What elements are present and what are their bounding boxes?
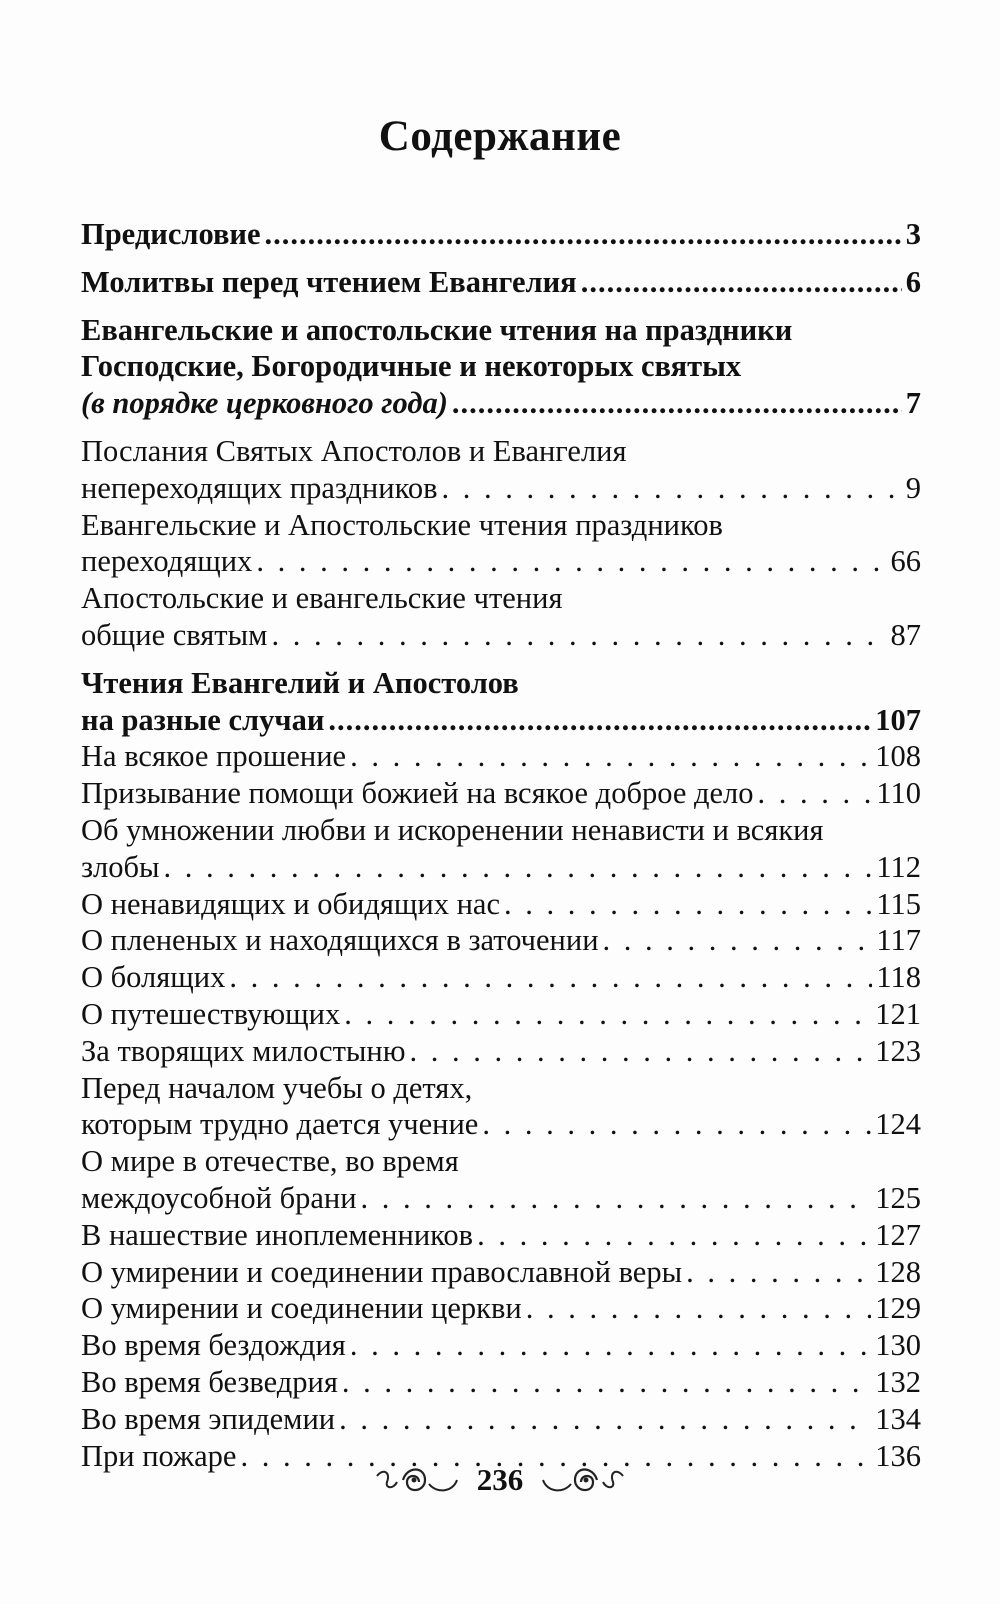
toc-page-number: 115	[876, 886, 921, 921]
toc-entry	[81, 1290, 921, 1327]
dot-leader	[504, 886, 872, 923]
toc-line	[81, 433, 921, 470]
dot-leader	[581, 264, 902, 301]
dot-leader	[603, 922, 873, 959]
dot-leader	[342, 1364, 871, 1401]
toc-line	[81, 617, 921, 654]
dot-leader	[410, 1033, 872, 1070]
toc-entry	[81, 1070, 921, 1144]
dot-leader	[344, 996, 871, 1033]
toc-entry-title: Во время бездождия	[81, 1328, 346, 1363]
toc-page-number: 112	[876, 849, 921, 884]
dot-leader	[477, 1217, 871, 1254]
toc-entry-title: О путешествующих	[81, 996, 341, 1031]
toc-entry-title: злобы	[81, 849, 160, 884]
toc-page-number: 3	[905, 217, 921, 251]
dot-leader	[526, 1290, 872, 1327]
toc-entry-title: Апостольские и евангельские чтения	[81, 581, 563, 616]
toc-entry-title: За творящих милостыню	[81, 1033, 406, 1068]
toc-entry	[81, 433, 921, 507]
toc-entry-title: общие святым	[81, 617, 268, 652]
toc-entry	[81, 886, 921, 923]
toc-entry	[81, 312, 921, 422]
dot-leader	[361, 1180, 872, 1217]
toc-line	[81, 1364, 921, 1401]
dot-leader	[271, 617, 886, 654]
toc-entry	[81, 1143, 921, 1217]
toc-entry-title: междоусобной брани	[81, 1180, 357, 1215]
toc-entry-title: О мире в отечестве, во время	[81, 1144, 459, 1179]
toc-page-number: 110	[876, 776, 921, 811]
toc-page-number: 130	[875, 1328, 921, 1363]
ornament-left-icon	[373, 1460, 463, 1500]
toc-entry	[81, 1364, 921, 1401]
toc-line	[81, 1143, 921, 1180]
toc-entry	[81, 775, 921, 812]
toc-page-number: 7	[905, 386, 921, 421]
toc-entry	[81, 1033, 921, 1070]
toc-line	[81, 385, 921, 422]
toc-entry-title: О умирении и соединении православной веры	[81, 1254, 683, 1289]
toc-page-number: 125	[875, 1180, 921, 1215]
toc-entry	[81, 580, 921, 654]
toc-line	[81, 543, 921, 580]
toc-page-number: 136	[875, 1438, 921, 1473]
toc-entry	[81, 1401, 921, 1438]
dot-leader	[164, 849, 873, 886]
page-number: 236	[476, 1462, 524, 1497]
toc-page-number: 128	[875, 1254, 921, 1289]
dot-leader	[339, 1401, 871, 1438]
toc-line	[81, 738, 921, 775]
toc-page-number: 134	[875, 1401, 921, 1436]
dot-leader	[758, 775, 873, 812]
toc-line	[81, 1327, 921, 1364]
toc-line	[81, 1180, 921, 1217]
toc-entry-title: Послания Святых Апостолов и Евангелия	[81, 433, 627, 468]
toc-entry	[81, 922, 921, 959]
toc-page-number: 107	[875, 702, 921, 737]
toc-entry	[81, 996, 921, 1033]
toc-line	[81, 580, 921, 617]
toc-entry-title: При пожаре	[81, 1438, 237, 1473]
toc-line	[81, 849, 921, 886]
page-footer	[0, 1460, 1000, 1500]
toc-entry	[81, 1327, 921, 1364]
toc-line	[81, 264, 921, 301]
toc-entry-title: переходящих	[81, 544, 253, 579]
toc-page-number: 123	[875, 1033, 921, 1068]
toc-entry	[81, 812, 921, 886]
toc-entry	[81, 264, 921, 301]
toc-page-number: 117	[876, 923, 921, 958]
toc-line	[81, 216, 921, 253]
toc-entry	[81, 507, 921, 581]
toc-line	[81, 348, 921, 385]
toc-entry-title: которым трудно дается учение	[81, 1107, 479, 1142]
toc-page-number: 121	[875, 996, 921, 1031]
page-title: Содержание	[378, 113, 622, 160]
toc-line	[81, 812, 921, 849]
dot-leader	[452, 385, 902, 422]
toc-line	[81, 507, 921, 544]
dot-leader	[441, 470, 901, 507]
toc-line	[81, 1106, 921, 1143]
toc-page-number: 9	[905, 470, 921, 505]
toc-entry-title: О плененых и находящихся в заточении	[81, 923, 599, 958]
toc-entry-title: непереходящих праздников	[81, 470, 438, 505]
toc-entry-title: на разные случаи	[81, 702, 325, 737]
toc-entry-title: Призывание помощи божией на всякое доброе дело	[81, 776, 754, 811]
toc-line	[81, 1290, 921, 1327]
toc-line	[81, 312, 921, 349]
dot-leader	[256, 543, 886, 580]
toc-page-number: 108	[875, 739, 921, 774]
toc-entry-title: Чтения Евангелий и Апостолов	[81, 665, 519, 700]
toc-entry-title: Во время эпидемии	[81, 1401, 336, 1436]
toc-entry-title: На всякое прошение	[81, 739, 347, 774]
toc-line	[81, 996, 921, 1033]
toc-page-number: 132	[875, 1364, 921, 1399]
toc-entry-title: Евангельские и Апостольские чтения праздников	[81, 507, 723, 542]
toc-entry-title: Господские, Богородичные и некоторых святых	[81, 349, 742, 384]
toc-line	[81, 886, 921, 923]
toc-page-number: 6	[905, 264, 921, 299]
toc-entry-title: О умирении и соединении церкви	[81, 1291, 522, 1326]
dot-leader	[482, 1106, 871, 1143]
toc-entry-title: Во время безведрия	[81, 1364, 338, 1399]
toc-line	[81, 775, 921, 812]
toc-line	[81, 1254, 921, 1291]
ornament-right-icon	[537, 1460, 627, 1500]
toc-entry	[81, 665, 921, 739]
toc-page-number: 124	[875, 1107, 921, 1142]
toc-entry-subtitle: (в порядке церковного года)	[81, 386, 448, 421]
toc-line	[81, 665, 921, 702]
toc-entry	[81, 959, 921, 996]
toc-entry-title: О ненавидящих и обидящих нас	[81, 886, 500, 921]
toc-line	[81, 470, 921, 507]
toc-line	[81, 1217, 921, 1254]
toc-page-number: 118	[876, 960, 921, 995]
dot-leader	[350, 738, 871, 775]
toc-line	[81, 959, 921, 996]
toc-line	[81, 922, 921, 959]
dot-leader	[265, 216, 902, 253]
toc-entry-title: В нашествие иноплеменников	[81, 1217, 474, 1252]
toc-entry-title: О болящих	[81, 960, 226, 995]
toc-line	[81, 1070, 921, 1107]
toc-line	[81, 1401, 921, 1438]
toc-page-number: 129	[875, 1291, 921, 1326]
dot-leader	[350, 1327, 871, 1364]
toc-page-number: 127	[875, 1217, 921, 1252]
toc-entry	[81, 738, 921, 775]
toc-line	[81, 702, 921, 739]
toc-entry-title: Перед началом учебы о детях,	[81, 1070, 473, 1105]
toc-entry-title: Евангельские и апостольские чтения на праздники	[81, 312, 793, 347]
toc-entry-title: Об умножении любви и искоренении ненависти и всякия	[81, 812, 824, 847]
dot-leader	[229, 959, 872, 996]
table-of-contents	[81, 216, 921, 1474]
toc-entry	[81, 1254, 921, 1291]
toc-page-number: 87	[890, 617, 921, 652]
toc-entry	[81, 216, 921, 253]
dot-leader	[686, 1254, 871, 1291]
toc-entry-title: Молитвы перед чтением Евангелия	[81, 264, 577, 299]
toc-page-number: 66	[890, 544, 921, 579]
toc-entry-title: Предисловие	[81, 217, 261, 251]
toc-line	[81, 1033, 921, 1070]
toc-entry	[81, 1217, 921, 1254]
dot-leader	[328, 702, 871, 739]
